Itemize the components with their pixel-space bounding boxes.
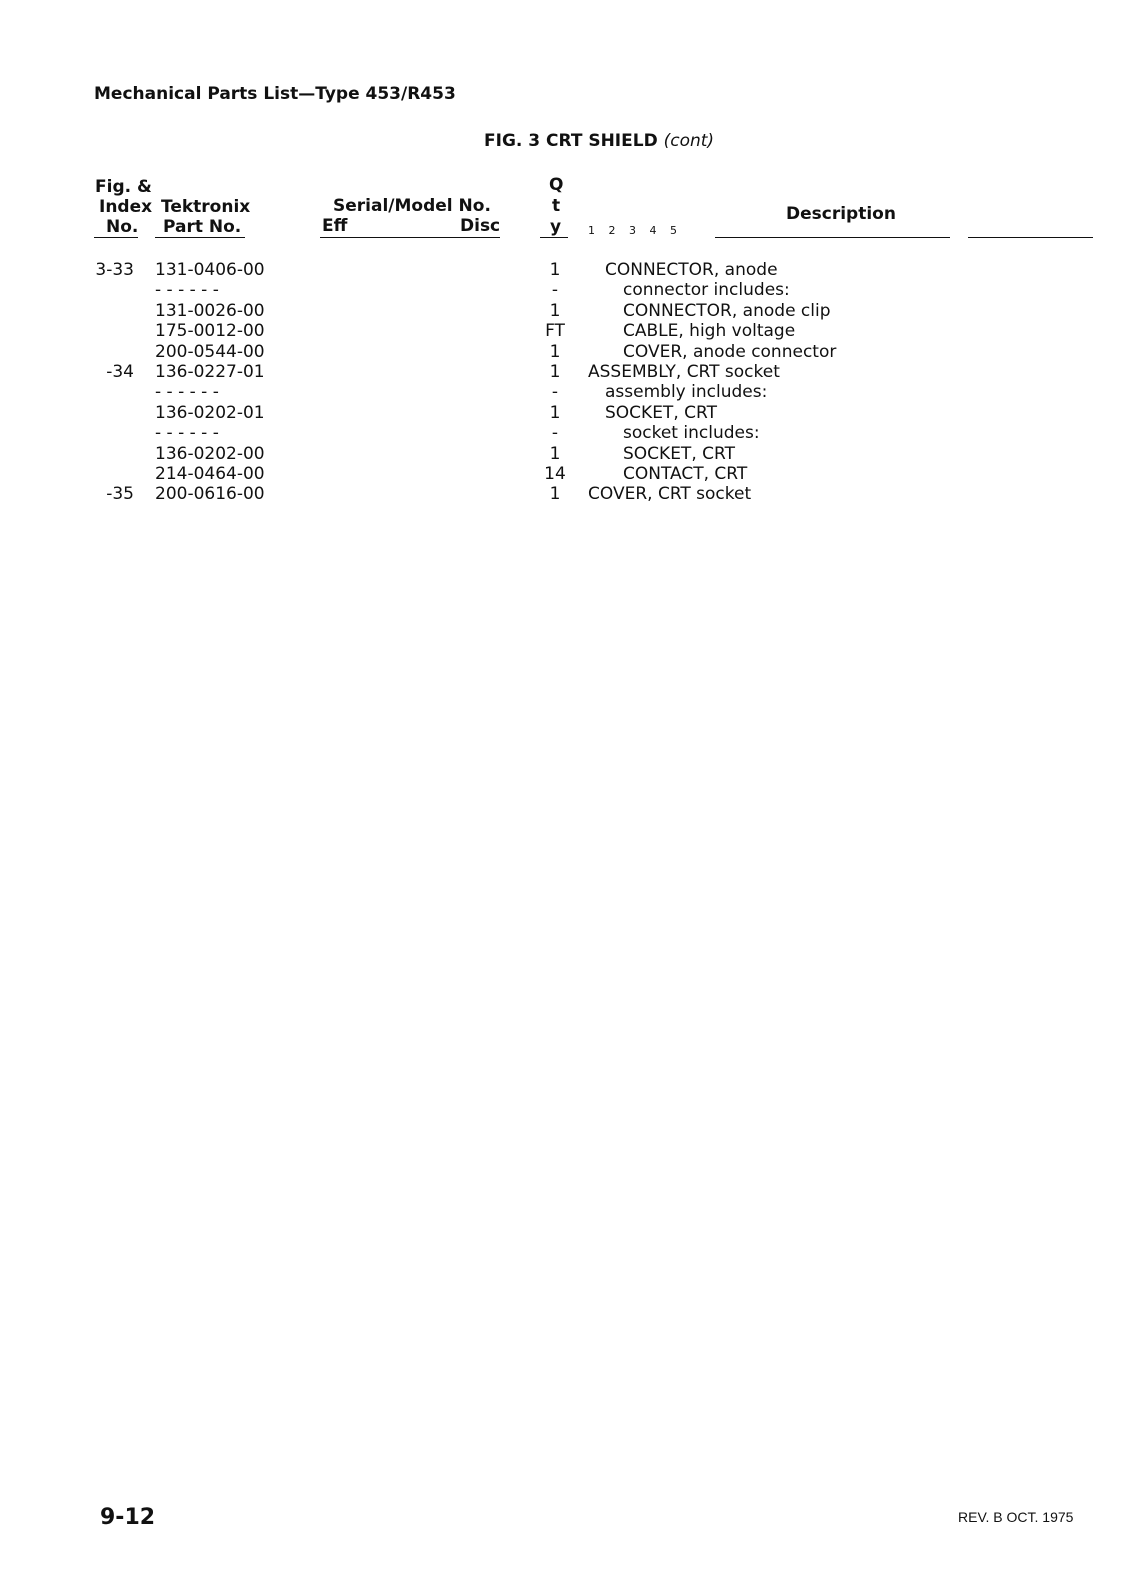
header-qty-t: t xyxy=(552,196,561,216)
description: CONNECTOR, anode xyxy=(605,260,778,280)
description: CONNECTOR, anode clip xyxy=(623,300,831,321)
table-row xyxy=(0,484,1125,504)
quantity: FT xyxy=(545,321,565,342)
part-number: 200-0544-00 xyxy=(155,341,265,362)
table-row xyxy=(0,423,1125,443)
quantity: 1 xyxy=(549,260,561,280)
table-row xyxy=(0,362,1125,382)
part-number: 131-0026-00 xyxy=(155,300,265,321)
header-rule-index xyxy=(94,237,138,238)
quantity: 1 xyxy=(549,341,561,362)
part-number: 136-0227-01 xyxy=(155,362,265,382)
index-number: -34 xyxy=(106,362,134,382)
description: COVER, anode connector xyxy=(623,341,837,362)
table-row xyxy=(0,260,1125,280)
table-row xyxy=(0,464,1125,484)
quantity: - xyxy=(551,382,559,403)
description: ASSEMBLY, CRT socket xyxy=(588,362,780,382)
index-number: -35 xyxy=(106,484,134,505)
description: assembly includes: xyxy=(605,382,768,403)
description: COVER, CRT socket xyxy=(588,484,752,505)
quantity: 1 xyxy=(549,300,561,321)
header-serial: Serial/Model No. xyxy=(333,196,491,216)
part-number: 131-0406-00 xyxy=(155,260,265,280)
table-row xyxy=(0,403,1125,423)
quantity: 1 xyxy=(549,443,561,464)
part-number: 136-0202-01 xyxy=(155,402,265,423)
description: socket includes: xyxy=(623,423,760,444)
index-number: 3-33 xyxy=(95,260,134,280)
description: connector includes: xyxy=(623,280,790,301)
description: SOCKET, CRT xyxy=(623,443,735,464)
table-row xyxy=(0,342,1125,362)
part-number: 175-0012-00 xyxy=(155,321,265,342)
part-number: - - - - - - xyxy=(155,423,219,444)
header-disc: Disc xyxy=(460,216,501,236)
header-no: No. xyxy=(106,217,139,237)
description: SOCKET, CRT xyxy=(605,402,717,423)
header-qty-q: Q xyxy=(549,175,564,195)
table-row xyxy=(0,444,1125,464)
quantity: - xyxy=(551,280,559,301)
header-eff: Eff xyxy=(322,216,348,236)
quantity: 1 xyxy=(549,362,561,382)
table-row xyxy=(0,321,1125,341)
quantity: - xyxy=(551,423,559,444)
running-head: Mechanical Parts List—Type 453/R453 xyxy=(94,84,456,104)
figure-title-cont: (cont) xyxy=(663,131,715,151)
header-index: Index xyxy=(99,197,153,217)
figure-title xyxy=(484,131,714,151)
figure-title-text: FIG. 3 CRT SHIELD xyxy=(484,131,658,151)
header-rule-desc xyxy=(715,237,950,238)
table-row xyxy=(0,382,1125,402)
header-levels: 1 2 3 4 5 xyxy=(588,224,682,237)
quantity: 1 xyxy=(549,402,561,423)
header-rule-desc-end xyxy=(968,237,1093,238)
table-row xyxy=(0,301,1125,321)
header-qty-y: y xyxy=(550,217,562,237)
header-rule-qty xyxy=(540,237,568,238)
header-fig: Fig. & xyxy=(95,177,152,197)
quantity: 14 xyxy=(544,464,566,484)
header-tektronix: Tektronix xyxy=(161,197,251,217)
part-number: 136-0202-00 xyxy=(155,443,265,464)
page-number: 9-12 xyxy=(100,1505,156,1530)
header-description: Description xyxy=(786,204,896,224)
description: CONTACT, CRT xyxy=(623,464,748,484)
part-number: 214-0464-00 xyxy=(155,464,265,484)
revision-note: REV. B OCT. 1975 xyxy=(958,1509,1074,1525)
part-number: - - - - - - xyxy=(155,280,219,301)
description: CABLE, high voltage xyxy=(623,321,796,342)
header-part-no: Part No. xyxy=(163,217,242,237)
table-row xyxy=(0,280,1125,300)
header-rule-serial xyxy=(320,237,500,238)
part-number: - - - - - - xyxy=(155,382,219,403)
header-rule-part xyxy=(155,237,245,238)
part-number: 200-0616-00 xyxy=(155,484,265,505)
quantity: 1 xyxy=(549,484,561,505)
